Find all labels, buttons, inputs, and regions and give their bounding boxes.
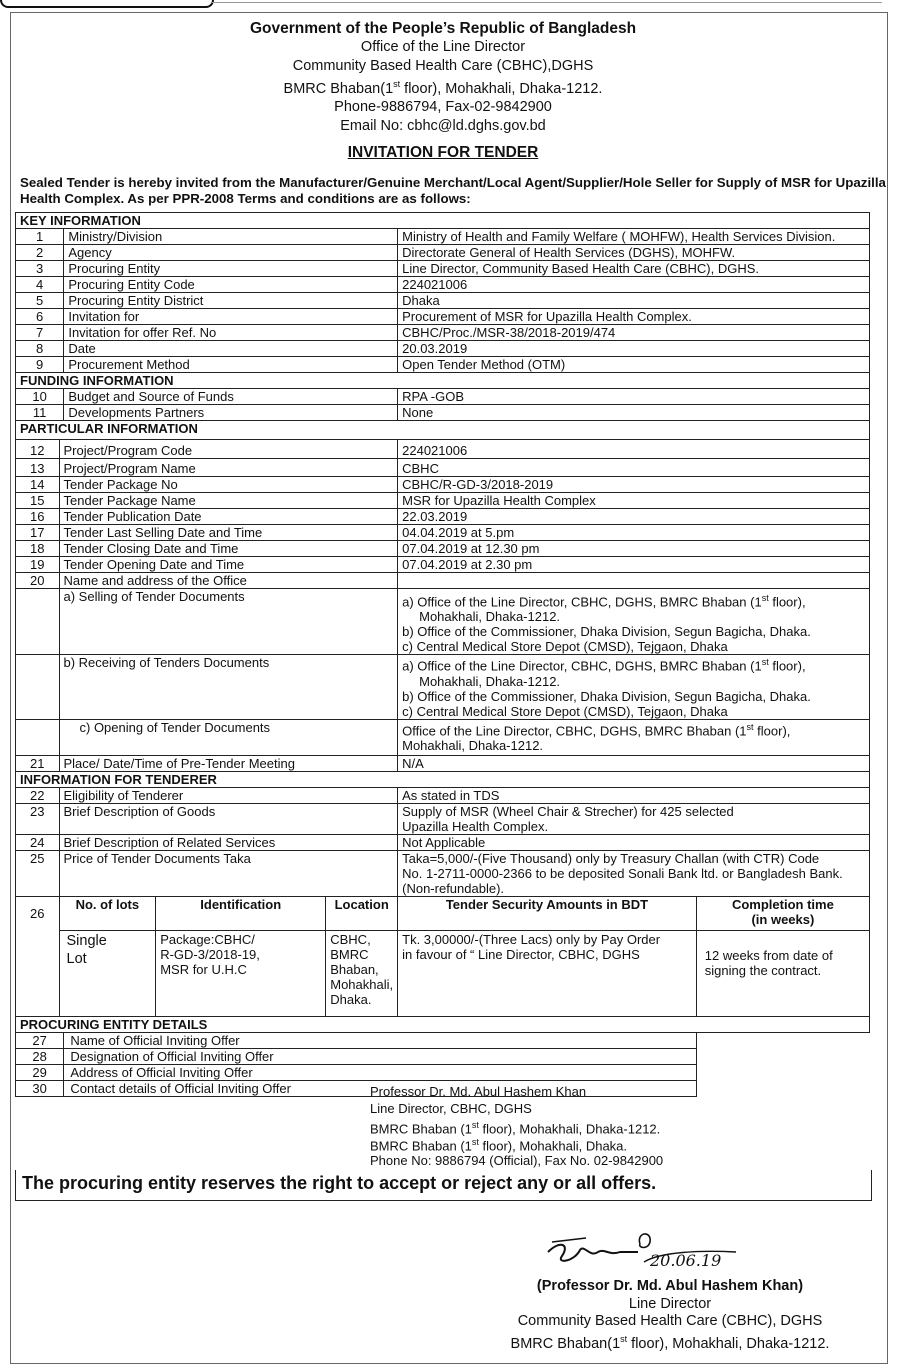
- tender-table: [15, 212, 870, 1097]
- table-row: 16 Tender Publication Date 22.03.2019: [16, 509, 870, 525]
- table-row: 30 Contact details of Official Inviting Offer: [16, 1080, 870, 1096]
- table-row: 28 Designation of Official Inviting Offer: [16, 1048, 870, 1064]
- table-row: 10 Budget and Source of Funds RPA -GOB: [16, 389, 870, 405]
- office-line: Office of the Line Director: [360, 39, 526, 55]
- table-row: a) Selling of Tender Documents a) Office of the Line Director, CBHC, DGHS, BMRC Bhaban (1st floor), Mohakhali, Dhaka-1212. b) Office of the Commissioner, Dhaka Division, Segun Bagicha, Dhaka. c) Central Medical Store Depot (CMSD), Tejgaon, Dhaka: [16, 589, 870, 655]
- email-line: Email No: cbhc@ld.dghs.gov.bd: [340, 117, 546, 134]
- section-funding: FUNDING INFORMATION: [16, 373, 870, 389]
- top-clip-border: [0, 0, 214, 8]
- official-phone: Phone No: 9886794 (Official), Fax No. 02-9842900: [370, 1153, 664, 1169]
- table-row: 23 Brief Description of Goods Supply of MSR (Wheel Chair & Strecher) for 425 selected Upazilla Health Complex.: [16, 803, 870, 834]
- letterhead: [0, 20, 886, 135]
- opening-office: Office of the Line Director, CBHC, DGHS, BMRC Bhaban (1st floor),: [402, 721, 791, 738]
- table-row: 22 Eligibility of Tenderer As stated in TDS: [16, 787, 870, 803]
- receiving-office-c: c) Central Medical Store Depot (CMSD), Tejgaon, Dhaka: [402, 703, 728, 719]
- table-row: 8 Date 20.03.2019: [16, 341, 870, 357]
- selling-office-b: b) Office of the Commissioner, Dhaka Division, Segun Bagicha, Dhaka.: [402, 624, 811, 640]
- table-row: 18 Tender Closing Date and Time 07.04.2019 at 12.30 pm: [16, 541, 870, 557]
- closing-note: The procuring entity reserves the right to accept or reject any or all offers.: [22, 1173, 657, 1193]
- table-row: 1 Ministry/Division Ministry of Health and Family Welfare ( MOHFW), Health Services Division.: [16, 229, 870, 245]
- table-row: 15 Tender Package Name MSR for Upazilla Health Complex: [16, 493, 870, 509]
- receiving-office-a: a) Office of the Line Director, CBHC, DGHS, BMRC Bhaban (1st floor),: [402, 657, 806, 674]
- org-line: Community Based Health Care (CBHC),DGHS: [292, 57, 594, 74]
- selling-office-c: c) Central Medical Store Depot (CMSD), Tejgaon, Dhaka: [402, 639, 728, 655]
- signatory-org: Community Based Health Care (CBHC), DGHS: [517, 1313, 823, 1329]
- top-edge-line: [212, 2, 882, 3]
- intro-paragraph: Sealed Tender is hereby invited from the Manufacturer/Genuine Merchant/Local Agent/Supplier/Hole Seller for Supply of MSR for Upazilla Health Complex. As per PPR-2008 Terms and conditions are as follows:: [20, 175, 886, 206]
- table-row: 17 Tender Last Selling Date and Time 04.04.2019 at 5.pm: [16, 525, 870, 541]
- section-particular: PARTICULAR INFORMATION: [16, 421, 870, 440]
- closing-note-box: [15, 1170, 872, 1201]
- official-designation: Line Director, CBHC, DGHS: [370, 1101, 532, 1116]
- table-row: 12 Project/Program Code 224021006: [16, 440, 870, 459]
- table-row: 29 Address of Official Inviting Offer: [16, 1064, 870, 1080]
- table-row: 21 Place/ Date/Time of Pre-Tender Meeting N/A: [16, 755, 870, 771]
- notice-title: INVITATION FOR TENDER: [347, 144, 539, 161]
- table-row: c) Opening of Tender Documents Office of the Line Director, CBHC, DGHS, BMRC Bhaban (1st floor), Mohakhali, Dhaka-1212.: [16, 719, 870, 755]
- receiving-office-b: b) Office of the Commissioner, Dhaka Division, Segun Bagicha, Dhaka.: [402, 688, 811, 704]
- table-row: 2 Agency Directorate General of Health Services (DGHS), MOHFW.: [16, 245, 870, 261]
- table-row: 9 Procurement Method Open Tender Method (OTM): [16, 357, 870, 373]
- official-contact: BMRC Bhaban (1st floor), Mohakhali, Dhaka.: [370, 1137, 628, 1154]
- receiving-office-a-city: Mohakhali, Dhaka-1212.: [419, 673, 561, 689]
- section-procuring: PROCURING ENTITY DETAILS: [16, 1016, 870, 1032]
- table-row: 4 Procuring Entity Code 224021006: [16, 277, 870, 293]
- table-row: 6 Invitation for Procurement of MSR for Upazilla Health Complex.: [16, 309, 870, 325]
- government-title: Government of the People’s Republic of Bangladesh: [249, 20, 637, 37]
- selling-office-a-city: Mohakhali, Dhaka-1212.: [419, 609, 561, 625]
- handwritten-date: 20.06.19: [650, 1251, 722, 1270]
- signatory-address: BMRC Bhaban(1st floor), Mohakhali, Dhaka-1212.: [510, 1333, 830, 1352]
- table-row: 27 Name of Official Inviting Offer: [16, 1032, 870, 1048]
- table-row: 14 Tender Package No CBHC/R-GD-3/2018-2019: [16, 477, 870, 493]
- section-key: KEY INFORMATION: [16, 213, 870, 229]
- address-line: BMRC Bhaban(1st floor), Mohakhali, Dhaka-1212.: [283, 79, 603, 97]
- phone-line: Phone-9886794, Fax-02-9842900: [334, 99, 552, 116]
- table-row: 11 Developments Partners None: [16, 405, 870, 421]
- selling-office-a: a) Office of the Line Director, CBHC, DGHS, BMRC Bhaban (1st floor),: [402, 593, 806, 610]
- lots-header-row: 26 No. of lots Identification Location Tender Security Amounts in BDT Completion time (in weeks): [16, 896, 870, 930]
- signature-block: [470, 1278, 870, 1353]
- official-address: BMRC Bhaban (1st floor), Mohakhali, Dhaka-1212.: [370, 1120, 661, 1137]
- table-row: 3 Procuring Entity Line Director, Community Based Health Care (CBHC), DGHS.: [16, 261, 870, 277]
- handwritten-signature: [540, 1222, 760, 1274]
- table-row: 7 Invitation for offer Ref. No CBHC/Proc./MSR-38/2018-2019/474: [16, 325, 870, 341]
- section-tenderer: INFORMATION FOR TENDERER: [16, 771, 870, 787]
- table-row: 24 Brief Description of Related Services Not Applicable: [16, 834, 870, 850]
- signatory-designation: Line Director: [628, 1295, 712, 1312]
- table-row: 25 Price of Tender Documents Taka Taka=5,000/-(Five Thousand) only by Treasury Challan (with CTR) Code No. 1-2711-0000-2366 to be deposited Sonali Bank ltd. or Bangladesh Bank. (Non-refundable).: [16, 850, 870, 896]
- signatory-name: (Professor Dr. Md. Abul Hashem Khan): [536, 1278, 804, 1294]
- table-row: 19 Tender Opening Date and Time 07.04.2019 at 2.30 pm: [16, 557, 870, 573]
- table-row: b) Receiving of Tenders Documents a) Office of the Line Director, CBHC, DGHS, BMRC Bhaban (1st floor), Mohakhali, Dhaka-1212. b) Office of the Commissioner, Dhaka Division, Segun Bagicha, Dhaka. c) Central Medical Store Depot (CMSD), Tejgaon, Dhaka: [16, 655, 870, 719]
- official-name: Professor Dr. Md. Abul Hashem Khan: [370, 1084, 587, 1099]
- opening-office-city: Mohakhali, Dhaka-1212.: [402, 737, 544, 753]
- table-row: 13 Project/Program Name CBHC: [16, 459, 870, 477]
- table-row: 20 Name and address of the Office: [16, 573, 870, 589]
- procuring-values: [370, 1084, 870, 1168]
- lots-row: Single Lot Package:CBHC/ R-GD-3/2018-19, MSR for U.H.C CBHC, BMRC Bhaban, Mohakhali, Dhaka. Tk. 3,00000/-(Three Lacs) only by Pay Order in favour of “ Line Director, CBHC, DGHS 12 weeks from date of signing the contract.: [16, 930, 870, 1016]
- table-row: 5 Procuring Entity District Dhaka: [16, 293, 870, 309]
